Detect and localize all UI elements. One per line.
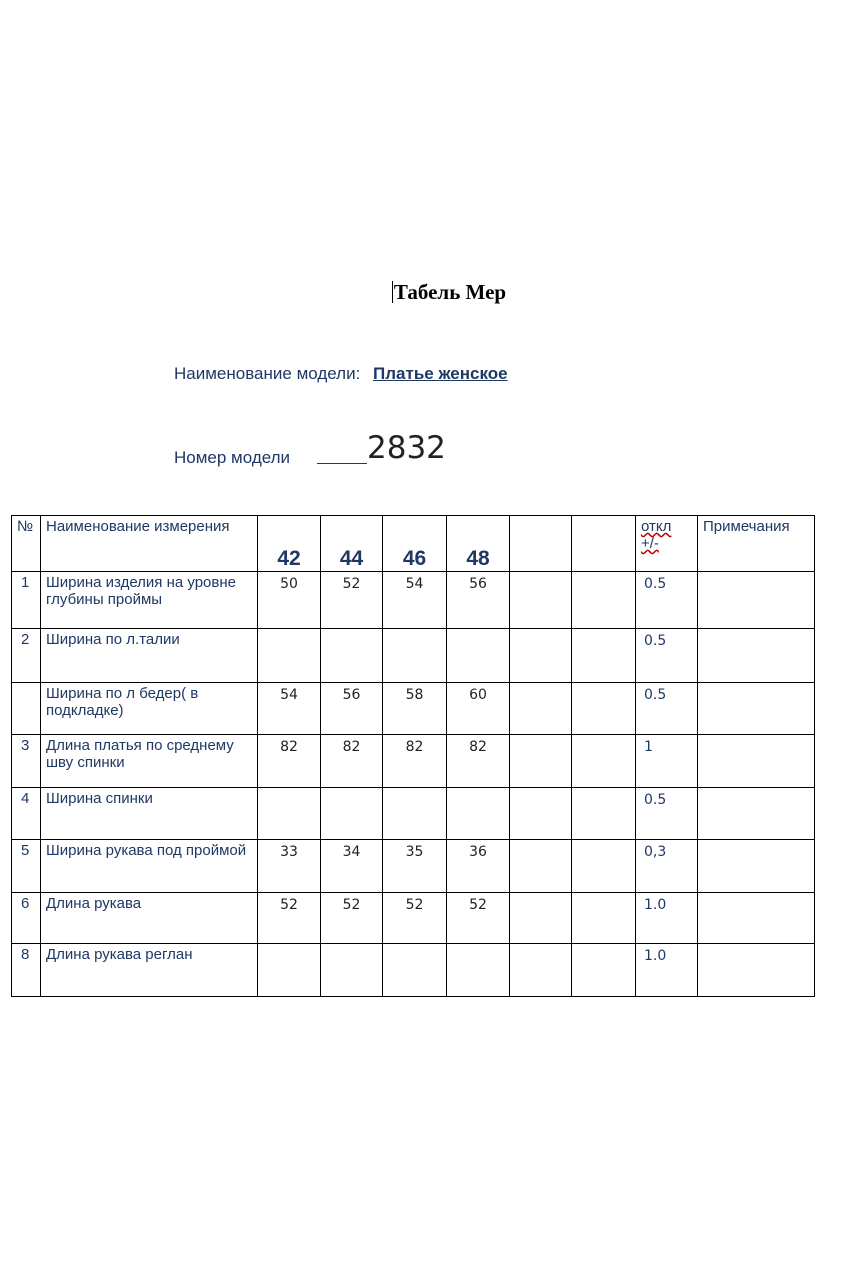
row-value	[510, 840, 572, 893]
row-value	[383, 788, 447, 840]
row-index: 5	[12, 840, 41, 893]
header-size-empty-2	[572, 516, 636, 572]
row-name: Ширина по л бедер( в подкладке)	[41, 683, 258, 735]
row-value: 34	[321, 840, 383, 893]
row-value	[383, 944, 447, 997]
row-tolerance: 0.5	[636, 683, 698, 735]
model-name-label: Наименование модели:	[174, 364, 361, 383]
row-value	[258, 788, 321, 840]
row-tolerance: 0.5	[636, 788, 698, 840]
text-cursor	[392, 281, 393, 303]
row-name: Ширина рукава под проймой	[41, 840, 258, 893]
row-value: 54	[258, 683, 321, 735]
row-value: 54	[383, 572, 447, 629]
row-value	[383, 629, 447, 683]
header-size-48: 48	[447, 516, 510, 572]
row-value	[447, 629, 510, 683]
row-value: 82	[447, 735, 510, 788]
header-index: №	[12, 516, 41, 572]
row-value: 82	[321, 735, 383, 788]
row-value	[572, 944, 636, 997]
row-value	[321, 944, 383, 997]
row-value	[572, 629, 636, 683]
row-index: 2	[12, 629, 41, 683]
row-notes	[698, 683, 815, 735]
row-tolerance: 1	[636, 735, 698, 788]
row-value	[447, 788, 510, 840]
row-value: 82	[383, 735, 447, 788]
table-header-row	[12, 516, 815, 572]
header-tolerance: откл +/-	[636, 516, 698, 572]
row-value: 52	[383, 893, 447, 944]
underline-blank	[317, 463, 367, 464]
row-tolerance: 0.5	[636, 629, 698, 683]
model-name-row	[174, 364, 508, 384]
row-notes	[698, 840, 815, 893]
row-value: 36	[447, 840, 510, 893]
row-value: 52	[321, 572, 383, 629]
row-value: 60	[447, 683, 510, 735]
table-row	[12, 788, 815, 840]
row-value: 50	[258, 572, 321, 629]
row-value	[572, 572, 636, 629]
table-row	[12, 944, 815, 997]
row-value	[572, 735, 636, 788]
row-index: 8	[12, 944, 41, 997]
row-value	[447, 944, 510, 997]
row-value: 52	[321, 893, 383, 944]
row-value	[510, 683, 572, 735]
row-value	[510, 572, 572, 629]
row-value: 33	[258, 840, 321, 893]
row-notes	[698, 629, 815, 683]
model-name-value: Платье женское	[373, 364, 508, 383]
table-row	[12, 629, 815, 683]
row-name: Длина рукава	[41, 893, 258, 944]
row-tolerance: 1.0	[636, 893, 698, 944]
row-value	[510, 735, 572, 788]
row-value	[510, 944, 572, 997]
row-value	[572, 788, 636, 840]
row-value: 56	[447, 572, 510, 629]
header-notes: Примечания	[698, 516, 815, 572]
row-name: Длина рукава реглан	[41, 944, 258, 997]
row-index	[12, 683, 41, 735]
row-value: 58	[383, 683, 447, 735]
row-index: 1	[12, 572, 41, 629]
table-row	[12, 893, 815, 944]
model-number-value: 2832	[367, 430, 446, 466]
measurement-table	[11, 515, 815, 997]
row-value: 82	[258, 735, 321, 788]
row-name: Длина платья по среднему шву спинки	[41, 735, 258, 788]
row-notes	[698, 788, 815, 840]
document-title: Табель Мер	[393, 280, 507, 304]
row-value	[510, 788, 572, 840]
row-notes	[698, 735, 815, 788]
row-name: Ширина спинки	[41, 788, 258, 840]
row-index: 4	[12, 788, 41, 840]
row-tolerance: 1.0	[636, 944, 698, 997]
table-row	[12, 683, 815, 735]
row-name: Ширина изделия на уровне глубины проймы	[41, 572, 258, 629]
header-size-42: 42	[258, 516, 321, 572]
header-size-44: 44	[321, 516, 383, 572]
header-name: Наименование измерения	[41, 516, 258, 572]
row-index: 3	[12, 735, 41, 788]
row-value	[258, 944, 321, 997]
row-value: 56	[321, 683, 383, 735]
model-number-label: Номер модели	[174, 448, 291, 467]
table-row	[12, 572, 815, 629]
row-value	[510, 629, 572, 683]
row-notes	[698, 944, 815, 997]
row-notes	[698, 893, 815, 944]
row-value	[321, 629, 383, 683]
row-value: 35	[383, 840, 447, 893]
row-value	[572, 893, 636, 944]
row-value	[510, 893, 572, 944]
header-size-46: 46	[383, 516, 447, 572]
row-value: 52	[447, 893, 510, 944]
row-notes	[698, 572, 815, 629]
row-name: Ширина по л.талии	[41, 629, 258, 683]
row-value: 52	[258, 893, 321, 944]
table-row	[12, 840, 815, 893]
row-value	[258, 629, 321, 683]
row-index: 6	[12, 893, 41, 944]
row-tolerance: 0,3	[636, 840, 698, 893]
row-tolerance: 0.5	[636, 572, 698, 629]
row-value	[572, 840, 636, 893]
table-row	[12, 735, 815, 788]
row-value	[572, 683, 636, 735]
row-value	[321, 788, 383, 840]
header-size-empty-1	[510, 516, 572, 572]
